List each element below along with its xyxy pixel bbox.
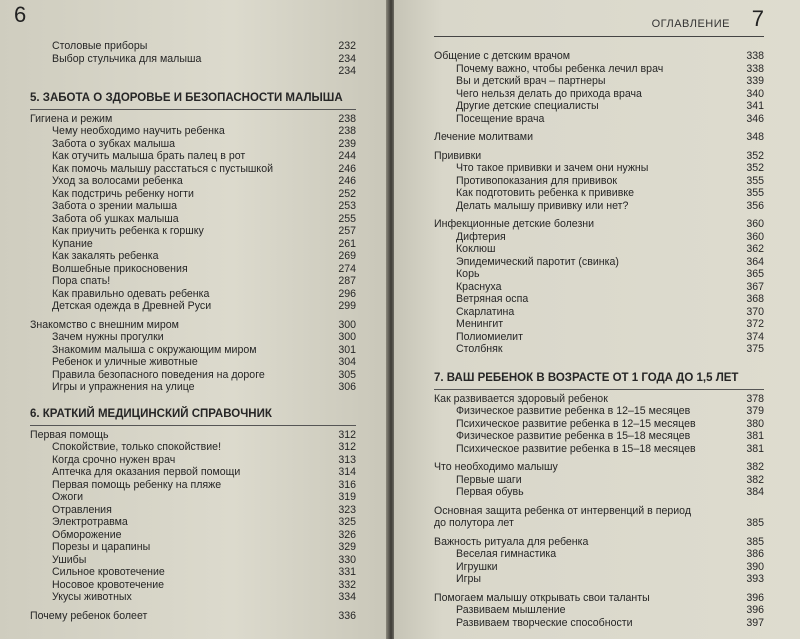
toc-entry-title: Делать малышу прививку или нет? (456, 199, 629, 212)
toc-entry-title: Когда срочно нужен врач (52, 453, 176, 466)
toc-entry-title: Знакомим малыша с окружающим миром (52, 343, 257, 356)
toc-entry (434, 343, 764, 356)
toc-entry-page: 375 (746, 343, 764, 355)
toc-entry (30, 466, 356, 479)
toc-entry (434, 604, 764, 617)
toc-entry-page: 314 (338, 466, 356, 478)
toc-entry (434, 318, 764, 331)
toc-entry-title: Коклюш (456, 243, 496, 255)
toc-entry (30, 275, 356, 288)
toc-entry-title: Забота о зрении малыша (52, 200, 178, 212)
toc-entry (30, 175, 356, 188)
toc-entry-title: Сильное кровотечение (52, 566, 165, 578)
toc-list (434, 231, 764, 356)
toc-entry-title: Забота о зубках малыша (52, 137, 176, 150)
toc-entry (30, 529, 356, 542)
toc-entry (434, 187, 764, 200)
toc-entry (30, 566, 356, 579)
toc-entry-title: Как подготовить ребенка к прививке (456, 187, 634, 199)
toc-entry-title: Купание (52, 237, 93, 250)
toc-entry-page: 386 (746, 548, 764, 560)
toc-entry-title: Носовое кровотечение (52, 578, 165, 591)
toc-list (434, 548, 764, 586)
toc-entry-page: 269 (338, 250, 356, 262)
toc-entry-page: 331 (338, 566, 356, 578)
toc-list (30, 331, 356, 394)
toc-entry (30, 541, 356, 554)
toc-entry-title: Игрушки (456, 560, 498, 573)
toc-group: Важность ритуала для ребенка 385 (434, 535, 764, 548)
toc-entry-page: 360 (746, 230, 764, 243)
toc-entry (434, 331, 764, 344)
toc-entry (30, 163, 356, 176)
toc-entry-page: 362 (746, 243, 764, 255)
toc-entry-page: 274 (338, 262, 356, 275)
toc-entry-title: Полиомиелит (456, 330, 523, 343)
toc-entry-page: 393 (746, 573, 764, 585)
toc-entry-title: Укусы животных (52, 591, 132, 603)
toc-entry-page: 381 (746, 430, 764, 442)
toc-entry-title: Скарлатина (456, 305, 515, 318)
toc-entry-title: Эпидемический паротит (свинка) (456, 255, 619, 268)
toc-list (434, 604, 764, 629)
toc-entry-page: 305 (338, 368, 356, 381)
toc-entry (30, 441, 356, 454)
toc-group: Лечение молитвами 348 (434, 131, 764, 143)
toc-entry-title: Забота об ушках малыша (52, 212, 179, 225)
toc-entry-title: Первая обувь (456, 486, 524, 498)
toc-entry (434, 293, 764, 306)
toc-entry (434, 561, 764, 574)
toc-entry-title: Чего нельзя делать до прихода врача (456, 87, 642, 100)
toc-entry-title: Спокойствие, только спокойствие! (52, 441, 222, 453)
toc-entry (434, 162, 764, 175)
divider (434, 389, 764, 390)
toc-group-continued: до полутора лет 385 (434, 517, 764, 529)
toc-entry (434, 113, 764, 126)
toc-entry-page: 253 (338, 200, 356, 212)
toc-entry-page: 246 (338, 175, 356, 187)
toc-entry (30, 356, 356, 369)
toc-group: Основная защита ребенка от интервенций в период (434, 504, 692, 517)
toc-entry-page: 367 (746, 280, 764, 293)
divider (30, 425, 356, 426)
toc-entry-page: 325 (338, 516, 356, 528)
toc-entry (434, 486, 764, 499)
toc-entry (30, 138, 356, 151)
toc-entry-title: Игры и упражнения на улице (52, 381, 195, 393)
toc-entry (30, 504, 356, 517)
toc-list (434, 474, 764, 499)
toc-entry-title: Психическое развитие ребенка в 15–18 месяцев (456, 442, 696, 455)
toc-list (30, 125, 356, 313)
toc-entry-title: Как отучить малыша брать палец в рот (52, 150, 246, 162)
toc-entry (30, 250, 356, 263)
toc-entry-title: Правила безопасного поведения на дороге (52, 368, 265, 381)
toc-list (434, 405, 764, 455)
toc-entry-title: Детская одежда в Древней Руси (52, 300, 212, 312)
toc-entry (434, 443, 764, 456)
toc-entry-title: Уход за волосами ребенка (52, 175, 183, 187)
toc-entry-page: 244 (338, 150, 356, 162)
toc-entry-page: 372 (746, 318, 764, 330)
toc-entry (30, 213, 356, 226)
toc-entry-page: 238 (338, 125, 356, 137)
toc-entry (30, 591, 356, 604)
toc-entry-page: 382 (746, 473, 764, 486)
toc-entry-title: Посещение врача (456, 112, 545, 125)
toc-entry-page: 257 (338, 225, 356, 237)
toc-entry-title: Порезы и царапины (52, 541, 151, 553)
toc-entry-title: Развиваем творческие способности (456, 616, 633, 629)
toc-entry-page: 313 (338, 453, 356, 466)
toc-entry-page: 339 (746, 75, 764, 87)
toc-entry (434, 231, 764, 244)
toc-entry-title: Как помочь малышу расстаться с пустышкой (52, 162, 273, 175)
toc-entry-title: Первая помощь ребенку на пляже (52, 478, 222, 491)
toc-entry-page: 329 (338, 541, 356, 553)
left-page (0, 0, 388, 639)
right-page-number: 7 (751, 6, 764, 31)
toc-entry-title: Вы и детский врач – партнеры (456, 75, 606, 87)
right-toc-column (434, 50, 764, 629)
toc-entry-title: Веселая гимнастика (456, 548, 557, 560)
toc-entry (434, 75, 764, 88)
toc-entry (30, 331, 356, 344)
toc-entry-page: 352 (746, 162, 764, 174)
toc-entry-title: Как приучить ребенка к горшку (52, 225, 204, 237)
toc-entry-page: 397 (746, 616, 764, 629)
toc-entry (30, 579, 356, 592)
toc-entry-title: Чему необходимо научить ребенка (52, 125, 225, 137)
toc-entry-page: 356 (746, 199, 764, 212)
toc-entry-title: Первые шаги (456, 473, 522, 486)
toc-entry-title: Менингит (456, 318, 504, 330)
toc-entry (434, 617, 764, 630)
section-title: 7. ВАШ РЕБЕНОК В ВОЗРАСТЕ ОТ 1 ГОДА ДО 1,5 ЛЕТ (434, 371, 739, 384)
toc-entry-page: 396 (746, 604, 764, 616)
toc-entry-title: Ветряная оспа (456, 293, 529, 305)
toc-entry-page: 296 (338, 287, 356, 300)
toc-list (30, 441, 356, 604)
toc-entry-page: 365 (746, 268, 764, 280)
toc-group: Помогаем малышу открывать свои таланты 396 (434, 591, 764, 604)
toc-entry-page: 255 (338, 212, 356, 225)
toc-entry (434, 430, 764, 443)
toc-entry: Выбор стульчика для малыша 234 (52, 52, 356, 65)
toc-group: Первая помощь 312 (30, 428, 356, 441)
toc-entry-page: 300 (338, 331, 356, 343)
toc-entry (30, 188, 356, 201)
toc-entry (434, 175, 764, 188)
toc-group: Как развивается здоровый ребенок 378 (434, 392, 764, 405)
toc-entry-title: Игры (456, 573, 481, 585)
toc-entry-title: Развиваем мышление (456, 604, 566, 616)
toc-entry-title: Физическое развитие ребенка в 12–15 месяцев (456, 405, 691, 417)
toc-entry (434, 200, 764, 213)
toc-entry: 234 (338, 65, 356, 77)
toc-entry (434, 268, 764, 281)
toc-entry-page: 338 (746, 62, 764, 75)
toc-entry-title: Обморожение (52, 528, 122, 541)
toc-entry-page: 355 (746, 187, 764, 199)
toc-entry-page: 364 (746, 255, 764, 268)
toc-entry-page: 323 (338, 503, 356, 516)
toc-entry (434, 405, 764, 418)
toc-entry (30, 344, 356, 357)
section-title: 6. КРАТКИЙ МЕДИЦИНСКИЙ СПРАВОЧНИК (30, 407, 272, 420)
toc-entry-title: Краснуха (456, 280, 502, 293)
header-label: ОГЛАВЛЕНИЕ (651, 18, 730, 30)
toc-group: Почему ребенок болеет 336 (30, 609, 356, 622)
running-header (434, 6, 764, 37)
toc-entry-page: 390 (746, 560, 764, 573)
toc-entry-page: 368 (746, 293, 764, 305)
toc-entry (30, 479, 356, 492)
toc-entry (30, 369, 356, 382)
toc-entry (30, 225, 356, 238)
toc-entry-title: Волшебные прикосновения (52, 262, 188, 275)
toc-entry-page: 261 (338, 237, 356, 250)
toc-entry-title: Электротравма (52, 516, 128, 528)
toc-entry-page: 304 (338, 356, 356, 368)
toc-entry (30, 300, 356, 313)
toc-entry-title: Почему важно, чтобы ребенка лечил врач (456, 62, 664, 75)
toc-group: Что необходимо малышу 382 (434, 461, 764, 473)
toc-entry (434, 281, 764, 294)
toc-entry-page: 299 (338, 300, 356, 312)
toc-entry-title: Физическое развитие ребенка в 15–18 месяцев (456, 430, 691, 442)
toc-entry (30, 516, 356, 529)
toc-entry-page: 239 (338, 137, 356, 150)
toc-entry: Столовые приборы 232 (52, 40, 356, 52)
toc-entry-title: Пора спать! (52, 275, 111, 287)
toc-entry-title: Противопоказания для прививок (456, 174, 617, 187)
toc-entry (434, 306, 764, 319)
toc-group: Гигиена и режим 238 (30, 112, 356, 125)
toc-entry-title: Ожоги (52, 491, 84, 503)
toc-entry (30, 263, 356, 276)
toc-entry-page: 316 (338, 478, 356, 491)
toc-entry-title: Что такое прививки и зачем они нужны (456, 162, 649, 174)
toc-group: Знакомство с внешним миром 300 (30, 318, 356, 331)
toc-entry (30, 491, 356, 504)
toc-list (434, 63, 764, 126)
toc-entry-page: 301 (338, 343, 356, 356)
toc-entry-page: 319 (338, 491, 356, 503)
toc-entry (434, 256, 764, 269)
toc-entry (434, 474, 764, 487)
toc-entry-title: Столбняк (456, 343, 503, 355)
toc-entry-page: 312 (338, 441, 356, 453)
toc-entry-page: 287 (338, 275, 356, 287)
toc-entry (30, 200, 356, 213)
toc-entry-page: 374 (746, 330, 764, 343)
toc-entry (30, 554, 356, 567)
toc-entry-page: 380 (746, 417, 764, 430)
toc-group: Прививки 352 (434, 149, 764, 162)
toc-entry (30, 150, 356, 163)
toc-entry (434, 88, 764, 101)
toc-entry (434, 243, 764, 256)
toc-entry-title: Отравления (52, 503, 112, 516)
section-title: 5. ЗАБОТА О ЗДОРОВЬЕ И БЕЗОПАСНОСТИ МАЛЫША (30, 91, 343, 104)
toc-entry-page: 332 (338, 578, 356, 591)
toc-entry-title: Дифтерия (456, 230, 506, 243)
toc-entry (30, 381, 356, 394)
toc-group: Общение с детским врачом 338 (434, 50, 764, 62)
toc-entry-page: 379 (746, 405, 764, 417)
toc-entry-title: Ребенок и уличные животные (52, 356, 198, 368)
toc-entry-page: 346 (746, 112, 764, 125)
toc-entry (434, 548, 764, 561)
toc-entry-title: Аптечка для оказания первой помощи (52, 466, 241, 478)
toc-entry (434, 418, 764, 431)
toc-entry-page: 334 (338, 591, 356, 603)
toc-entry-title: Ушибы (52, 553, 87, 566)
toc-entry-page: 341 (746, 100, 764, 112)
toc-entry (434, 100, 764, 113)
left-page-number: 6 (14, 2, 27, 27)
toc-entry-title: Психическое развитие ребенка в 12–15 месяцев (456, 417, 696, 430)
toc-group: Инфекционные детские болезни 360 (434, 218, 764, 230)
toc-entry-title: Корь (456, 268, 480, 280)
toc-entry (30, 125, 356, 138)
toc-entry-title: Как правильно одевать ребенка (52, 287, 210, 300)
toc-entry (434, 573, 764, 586)
toc-entry-title: Как закалять ребенка (52, 250, 159, 262)
toc-entry-page: 306 (338, 381, 356, 393)
toc-entry (434, 63, 764, 76)
toc-list (434, 162, 764, 212)
toc-entry-page: 246 (338, 162, 356, 175)
toc-entry-title: Как подстричь ребенку ногти (52, 187, 194, 200)
toc-entry-page: 326 (338, 528, 356, 541)
divider (30, 109, 356, 110)
toc-entry-page: 330 (338, 553, 356, 566)
toc-entry-title: Зачем нужны прогулки (52, 331, 164, 343)
toc-entry-page: 384 (746, 486, 764, 498)
toc-entry (30, 238, 356, 251)
right-page (394, 0, 800, 639)
left-toc-column (30, 40, 356, 622)
toc-entry-page: 355 (746, 174, 764, 187)
toc-entry-page: 252 (338, 187, 356, 200)
toc-entry-page: 381 (746, 442, 764, 455)
toc-entry-title: Другие детские специалисты (456, 100, 599, 112)
toc-entry (30, 454, 356, 467)
toc-entry-page: 340 (746, 87, 764, 100)
toc-entry-page: 370 (746, 305, 764, 318)
toc-entry (30, 288, 356, 301)
